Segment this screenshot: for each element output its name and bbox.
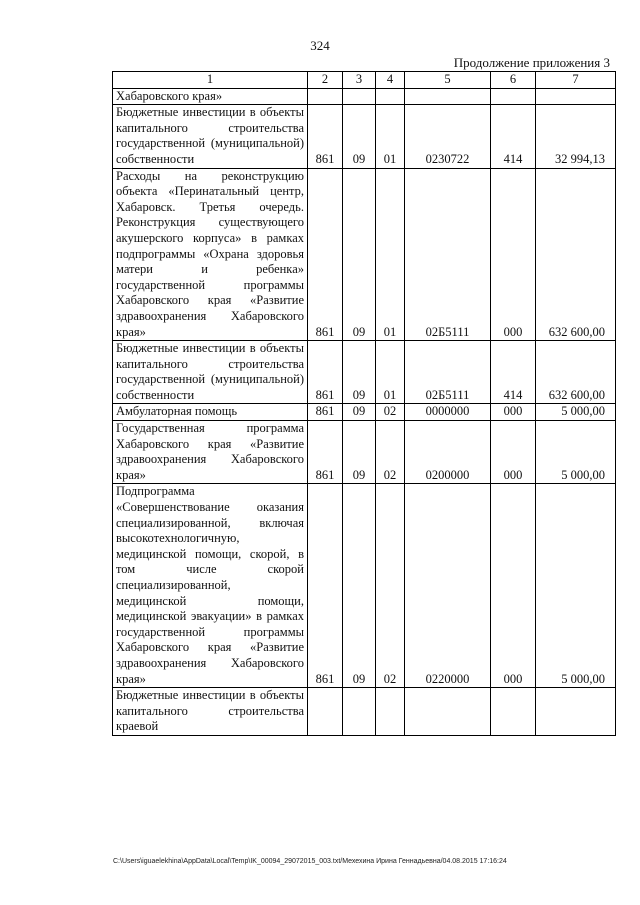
row-subsection: 01 [376, 341, 405, 404]
row-ministry: 861 [308, 421, 343, 484]
row-subsection [376, 688, 405, 736]
row-amount: 5 000,00 [536, 421, 616, 484]
row-amount: 632 600,00 [536, 168, 616, 341]
row-target-code [405, 88, 491, 105]
header-col-1: 1 [113, 72, 308, 89]
row-expense-type [491, 688, 536, 736]
table-row [113, 688, 616, 736]
row-expense-type: 000 [491, 484, 536, 688]
row-subsection: 02 [376, 484, 405, 688]
row-expense-type: 000 [491, 404, 536, 421]
row-expense-type: 414 [491, 105, 536, 168]
row-section: 09 [343, 484, 376, 688]
document-footer-path: C:\Users\iguaelekhina\AppData\Local\Temp\IK_00094_29072015_003.txt/Мехехина Ирина Геннадьевна/04.08.2015 17:16:24 [113, 858, 507, 865]
header-col-3: 3 [343, 72, 376, 89]
row-ministry [308, 88, 343, 105]
row-subsection: 01 [376, 105, 405, 168]
row-expense-type: 000 [491, 168, 536, 341]
row-ministry: 861 [308, 105, 343, 168]
row-subsection: 02 [376, 421, 405, 484]
row-subsection: 02 [376, 404, 405, 421]
row-section: 09 [343, 168, 376, 341]
table-row [113, 168, 616, 341]
header-col-7: 7 [536, 72, 616, 89]
row-name: Амбулаторная помощь [113, 404, 308, 421]
header-col-4: 4 [376, 72, 405, 89]
row-subsection [376, 88, 405, 105]
header-col-6: 6 [491, 72, 536, 89]
continuation-note: Продолжение приложения 3 [453, 55, 610, 70]
row-expense-type: 000 [491, 421, 536, 484]
row-section: 09 [343, 341, 376, 404]
row-target-code: 0000000 [405, 404, 491, 421]
table-row [113, 404, 616, 421]
row-ministry [308, 688, 343, 736]
row-amount [536, 688, 616, 736]
row-section [343, 88, 376, 105]
row-name: Подпрограмма «Совершенствование оказания специализированной, включая высокотехнологичную, медицинской помощи, скорой, в том числе скорой специализированной, медицинской помощи, медицинской эвакуации» в рамках государственной программы Хабаровского края «Развитие здравоохранения Хабаровского края» [113, 484, 308, 688]
table-row [113, 88, 616, 105]
table-row [113, 484, 616, 688]
table-row [113, 421, 616, 484]
table-row [113, 105, 616, 168]
row-amount: 632 600,00 [536, 341, 616, 404]
row-target-code: 02Б5111 [405, 341, 491, 404]
row-target-code: 02Б5111 [405, 168, 491, 341]
row-target-code: 0200000 [405, 421, 491, 484]
row-amount: 5 000,00 [536, 484, 616, 688]
row-name: Бюджетные инвестиции в объекты капитального строительства краевой [113, 688, 308, 736]
table-row [113, 341, 616, 404]
row-subsection: 01 [376, 168, 405, 341]
row-target-code: 0230722 [405, 105, 491, 168]
row-section: 09 [343, 404, 376, 421]
row-expense-type: 414 [491, 341, 536, 404]
row-name: Бюджетные инвестиции в объекты капитального строительства государственной (муниципальной) собственности [113, 341, 308, 404]
row-name: Расходы на реконструкцию объекта «Перинатальный центр, Хабаровск. Третья очередь. Реконструкция существующего акушерского корпуса» в рамках подпрограммы «Охрана здоровья матери и ребенка» государственной программы Хабаровского края «Развитие здравоохранения Хабаровского края» [113, 168, 308, 341]
row-amount: 32 994,13 [536, 105, 616, 168]
header-col-2: 2 [308, 72, 343, 89]
row-ministry: 861 [308, 404, 343, 421]
row-amount: 5 000,00 [536, 404, 616, 421]
row-section: 09 [343, 105, 376, 168]
row-target-code: 0220000 [405, 484, 491, 688]
row-expense-type [491, 88, 536, 105]
row-name: Хабаровского края» [113, 88, 308, 105]
row-ministry: 861 [308, 168, 343, 341]
row-name: Государственная программа Хабаровского края «Развитие здравоохранения Хабаровского края» [113, 421, 308, 484]
row-amount [536, 88, 616, 105]
row-ministry: 861 [308, 484, 343, 688]
row-section [343, 688, 376, 736]
row-target-code [405, 688, 491, 736]
row-section: 09 [343, 421, 376, 484]
table-header-row [113, 72, 616, 89]
budget-table [112, 71, 616, 736]
page-number: 324 [310, 38, 330, 53]
row-name: Бюджетные инвестиции в объекты капитального строительства государственной (муниципальной) собственности [113, 105, 308, 168]
row-ministry: 861 [308, 341, 343, 404]
header-col-5: 5 [405, 72, 491, 89]
